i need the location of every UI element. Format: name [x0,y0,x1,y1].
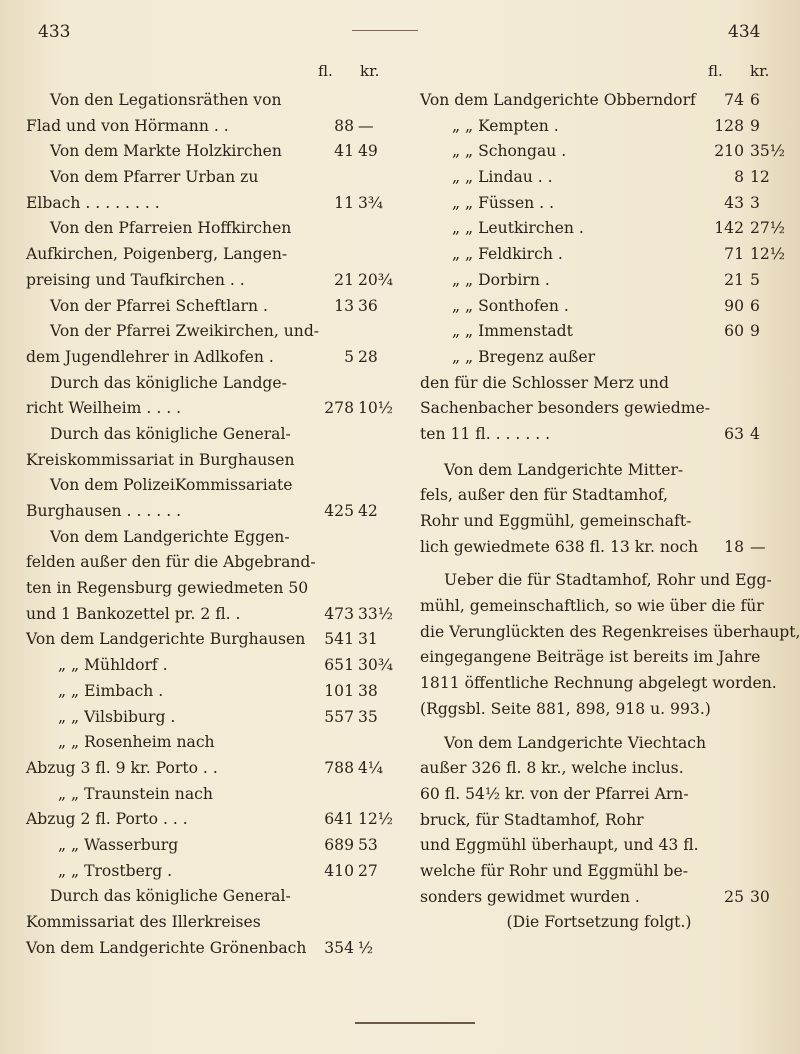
line-text: Burghausen . . . . . . [26,502,182,520]
ledger-line [26,191,394,217]
florin-amount: 25 [724,887,744,906]
line-text: ten in Regensburg gewiedmeten 50 [26,579,309,598]
line-text: lich gewiedmete 638 fl. 13 kr. noch [420,537,699,556]
line-text: Kreiskommissariat in Burghausen [26,450,295,469]
ledger-line [26,216,394,242]
florin-amount: 541 [324,630,354,649]
line-text: bruck, für Stadtamhof, Rohr [420,810,644,829]
line-text: „ „ Kempten . [452,116,559,135]
ledger-line [26,653,394,679]
line-text: „ „ Rosenheim nach [58,733,215,752]
ledger-line [420,216,785,242]
kreuzer-amount: 35½ [750,142,785,161]
line-text: Von dem Landgerichte Mitter- [444,460,684,479]
florin-amount: 8 [734,168,744,187]
ledger-line [26,807,394,833]
ledger-line [26,756,394,782]
ledger-line [26,782,394,808]
line-text: „ „ Bregenz außer [452,347,596,366]
line-text: die Verunglückten des Regenkreises überhaupt, [420,622,800,641]
line-text: „ „ Leutkirchen . [452,219,584,238]
line-text: „ „ Trostberg . [58,861,173,880]
ledger-line [420,458,778,484]
kreuzer-amount: 5 [750,270,760,289]
ledger-line [420,114,778,140]
ledger-line [26,576,394,602]
florin-amount: 651 [324,656,354,675]
line-text: „ „ Feldkirch . [452,245,563,264]
line-text: 1811 öffentliche Rechnung abgelegt worden. [420,674,777,693]
line-text: Von dem Landgerichte Obberndorf [420,91,696,109]
right-entries-viechtach [420,731,778,911]
line-text: „ „ Dorbirn . [452,270,550,289]
line-text: und Eggmühl überhaupt, und 43 fl. [420,836,699,855]
left-column-header [26,58,394,88]
ledger-line [26,859,394,885]
kreuzer-amount: 49 [358,142,378,161]
line-text: Von dem Landgerichte Viechtach [444,733,707,752]
kreuzer-amount: 10½ [358,399,393,418]
left-page-number: 433 [38,22,71,42]
ledger-line [420,165,778,191]
kreuzer-amount: 53 [358,835,378,854]
florin-amount: 473 [324,604,354,623]
ledger-line [420,885,778,911]
florin-amount: 5 [344,347,354,366]
line-text: „ „ Mühldorf . [58,656,168,675]
line-text: Von dem Landgerichte Eggen- [50,527,290,546]
ledger-line [420,594,778,620]
kreuzer-amount: 3 [750,193,760,212]
line-text: „ „ Schongau . [452,142,567,161]
right-note-paragraph [420,568,800,722]
florin-amount: 689 [324,835,354,854]
ledger-line [420,88,778,114]
line-text: eingegangene Beiträge ist bereits im Jahre [420,648,761,667]
line-text: Ueber die für Stadtamhof, Rohr und Egg- [444,571,772,590]
ledger-line [420,645,778,671]
ledger-line [26,602,394,628]
florin-amount: 641 [324,810,354,829]
line-text: Abzug 3 fl. 9 kr. Porto . . [26,758,218,777]
line-text: Durch das königliche General- [50,887,291,906]
kreuzer-column-label: kr. [360,62,380,80]
ledger-line [420,568,778,594]
line-text: „ „ Wasserburg [58,835,179,854]
line-text: außer 326 fl. 8 kr., welche inclus. [420,759,684,778]
line-text: Sachenbacher besonders gewiedme- [420,399,711,418]
ledger-line [420,294,778,320]
ledger-line [26,165,394,191]
line-text: Von dem Pfarrer Urban zu [50,168,259,187]
kreuzer-column-label: kr. [750,62,770,80]
kreuzer-amount: 6 [750,296,760,315]
line-text: Elbach . . . . . . . . [26,193,160,212]
ledger-line [420,319,778,345]
ledger-line [420,345,778,371]
kreuzer-amount: 12½ [358,810,393,829]
ledger-line [26,396,394,422]
line-text: sonders gewidmet wurden . [420,887,640,906]
florin-amount: 788 [324,758,354,777]
ledger-line [420,268,778,294]
bottom-rule [355,1022,475,1024]
line-text: und 1 Bankozettel pr. 2 fl. . [26,604,241,623]
spacer [420,560,778,568]
ledger-line [26,268,394,294]
line-text: 60 fl. 54½ kr. von der Pfarrei Arn- [420,784,689,803]
kreuzer-amount: 31 [358,630,378,649]
ledger-line [26,833,394,859]
florin-column-label: fl. [318,62,333,80]
ledger-line [420,859,778,885]
kreuzer-amount: 20¾ [358,270,393,289]
ledger-line [26,242,394,268]
florin-amount: 43 [724,193,744,212]
line-text: felden außer den für die Abgebrand- [26,553,316,572]
ledger-line [26,139,394,165]
ledger-line [26,550,394,576]
ledger-line [420,731,778,757]
line-text: fels, außer den für Stadtamhof, [420,486,668,505]
ledger-line [420,782,778,808]
kreuzer-amount: 42 [358,502,378,520]
ledger-line [420,191,778,217]
florin-amount: 410 [324,861,354,880]
ledger-line [26,345,394,371]
ledger-line [420,833,778,859]
kreuzer-amount: 4 [750,424,760,443]
florin-amount: 142 [714,219,744,238]
line-text: Von dem Landgerichte Burghausen [26,630,306,649]
ledger-line [420,371,778,397]
ledger-line [26,371,394,397]
line-text: „ „ Sonthofen . [452,296,569,315]
ledger-line [420,139,785,165]
line-text: „ „ Immenstadt [452,322,573,341]
ledger-line [26,884,394,910]
ledger-line [420,808,778,834]
ledger-line [420,697,778,723]
ledger-line [420,535,778,561]
ledger-line [420,242,785,268]
line-text: „ „ Füssen . . [452,193,555,212]
line-text: Von den Legationsräthen von [50,91,282,109]
kreuzer-amount: 33½ [358,604,393,623]
right-column-header [420,58,778,88]
line-text: richt Weilheim . . . . [26,399,182,418]
line-text: „ „ Eimbach . [58,681,164,700]
right-page-number: 434 [728,22,761,42]
ledger-line [26,448,394,474]
kreuzer-amount: 27 [358,861,378,880]
kreuzer-amount: 27½ [750,219,785,238]
line-text: Durch das königliche Landge- [50,373,287,392]
kreuzer-amount: 12½ [750,245,785,264]
line-text: Von den Pfarreien Hoffkirchen [50,219,292,238]
ledger-line [420,756,778,782]
line-text: Aufkirchen, Poigenberg, Langen- [26,245,288,264]
florin-amount: 21 [724,270,744,289]
line-text: Abzug 2 fl. Porto . . . [26,810,188,829]
kreuzer-amount: — [358,116,374,135]
ledger-line [420,422,778,448]
kreuzer-amount: 36 [358,296,378,315]
ledger-line [26,422,394,448]
florin-column-label: fl. [708,62,723,80]
header-rule [352,30,418,31]
ledger-line [420,509,778,535]
florin-amount: 210 [714,142,744,161]
line-text: welche für Rohr und Eggmühl be- [420,861,689,880]
line-text: „ „ Traunstein nach [58,784,213,803]
florin-amount: 128 [714,116,744,135]
kreuzer-amount: 28 [358,347,378,366]
florin-amount: 101 [324,681,354,700]
line-text: Von der Pfarrei Zweikirchen, und- [50,322,320,341]
ledger-line [26,525,394,551]
kreuzer-amount: ½ [358,938,374,957]
line-text: Von dem PolizeiKommissariate [50,476,293,495]
ledger-line [26,627,394,653]
line-text: Von dem Markte Holzkirchen [50,142,282,161]
ledger-line [420,671,778,697]
spacer [420,448,778,458]
line-text: Flad und von Hörmann . . [26,116,229,135]
line-text: „ „ Lindau . . [452,168,553,187]
florin-amount: 354 [324,938,354,957]
ledger-line [420,483,778,509]
florin-amount: 13 [334,296,354,315]
kreuzer-amount: 4¼ [358,758,384,777]
continuation-note: (Die Fortsetzung folgt.) [506,913,692,932]
line-text: Rohr und Eggmühl, gemeinschaft- [420,512,692,530]
florin-amount: 18 [724,537,744,556]
right-column [420,58,800,934]
florin-amount: 63 [724,424,744,443]
line-text: Durch das königliche General- [50,424,291,443]
florin-amount: 90 [724,296,744,315]
line-text: ten 11 fl. . . . . . . [420,424,551,443]
florin-amount: 11 [334,193,354,212]
ledger-line [26,499,394,525]
kreuzer-amount: — [750,537,766,556]
florin-amount: 21 [334,270,354,289]
ledger-line [26,473,394,499]
line-text: Von der Pfarrei Scheftlarn . [50,296,268,315]
florin-amount: 557 [324,707,354,726]
line-text: mühl, gemeinschaftlich, so wie über die für [420,597,764,616]
ledger-line [26,319,394,345]
kreuzer-amount: 9 [750,322,760,341]
line-text: den für die Schlosser Merz und [420,373,669,392]
ledger-line [26,936,394,962]
right-entries-upper [420,88,785,448]
kreuzer-amount: 9 [750,116,760,135]
kreuzer-amount: 38 [358,681,378,700]
line-text: „ „ Vilsbiburg . [58,707,176,726]
ledger-line [26,730,394,756]
left-entries [26,88,394,961]
kreuzer-amount: 35 [358,707,378,726]
florin-amount: 88 [334,116,354,135]
florin-amount: 278 [324,399,354,418]
kreuzer-amount: 30 [750,887,770,906]
line-text: preising und Taufkirchen . . [26,270,245,289]
line-text: Von dem Landgerichte Grönenbach [26,938,307,957]
ledger-line [26,294,394,320]
left-column [26,58,394,961]
kreuzer-amount: 30¾ [358,656,393,675]
ledger-line [420,396,778,422]
ledger-line [26,679,394,705]
florin-amount: 41 [334,142,354,161]
florin-amount: 74 [724,91,744,109]
spacer [420,723,778,731]
ledger-line [26,88,394,114]
kreuzer-amount: 3¾ [358,193,384,212]
kreuzer-amount: 6 [750,91,760,109]
line-text: (Rggsbl. Seite 881, 898, 918 u. 993.) [420,699,711,718]
florin-amount: 60 [724,322,744,341]
line-text: dem Jugendlehrer in Adlkofen . [26,347,274,366]
kreuzer-amount: 12 [750,168,770,187]
ledger-line [26,114,394,140]
florin-amount: 425 [324,502,354,520]
line-text: Kommissariat des Illerkreises [26,913,261,931]
florin-amount: 71 [724,245,744,264]
right-entries-mitterfels [420,458,778,561]
ledger-line [420,620,800,646]
ledger-line [26,910,394,936]
ledger-line [26,705,394,731]
